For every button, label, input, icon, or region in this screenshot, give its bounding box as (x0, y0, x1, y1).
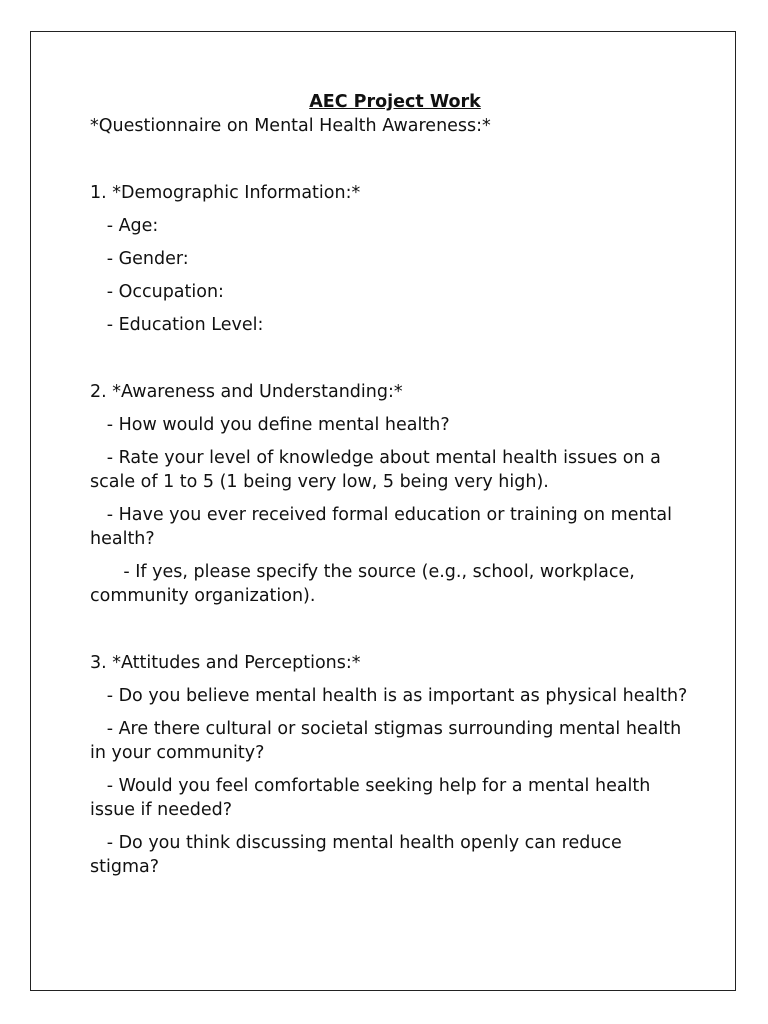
section-heading-attitudes: 3. *Attitudes and Perceptions:* (90, 653, 361, 673)
question-stigmas: - Are there cultural or societal stigmas surrounding mental health in your community? (90, 719, 687, 763)
question-occupation: - Occupation: (90, 282, 224, 302)
question-age: - Age: (90, 216, 159, 236)
section-heading-demographics: 1. *Demographic Information:* (90, 183, 361, 203)
document-page (30, 31, 736, 991)
document-content (90, 90, 690, 879)
question-importance: - Do you believe mental health is as important as physical health? (90, 686, 688, 706)
question-define-mental-health: - How would you define mental health? (90, 415, 450, 435)
question-education-level: - Education Level: (90, 315, 264, 335)
section-heading-awareness: 2. *Awareness and Understanding:* (90, 382, 403, 402)
questionnaire-heading: *Questionnaire on Mental Health Awareness:* (90, 116, 491, 136)
question-seeking-help: - Would you feel comfortable seeking help for a mental health issue if needed? (90, 776, 656, 820)
document-title: AEC Project Work (309, 92, 481, 112)
question-gender: - Gender: (90, 249, 189, 269)
question-rate-knowledge: - Rate your level of knowledge about mental health issues on a scale of 1 to 5 (1 being very low, 5 being very high). (90, 448, 667, 492)
question-formal-education: - Have you ever received formal education or training on mental health? (90, 505, 678, 549)
question-specify-source: - If yes, please specify the source (e.g., school, workplace, community organization). (90, 562, 641, 606)
question-discussing-openly: - Do you think discussing mental health openly can reduce stigma? (90, 833, 628, 877)
